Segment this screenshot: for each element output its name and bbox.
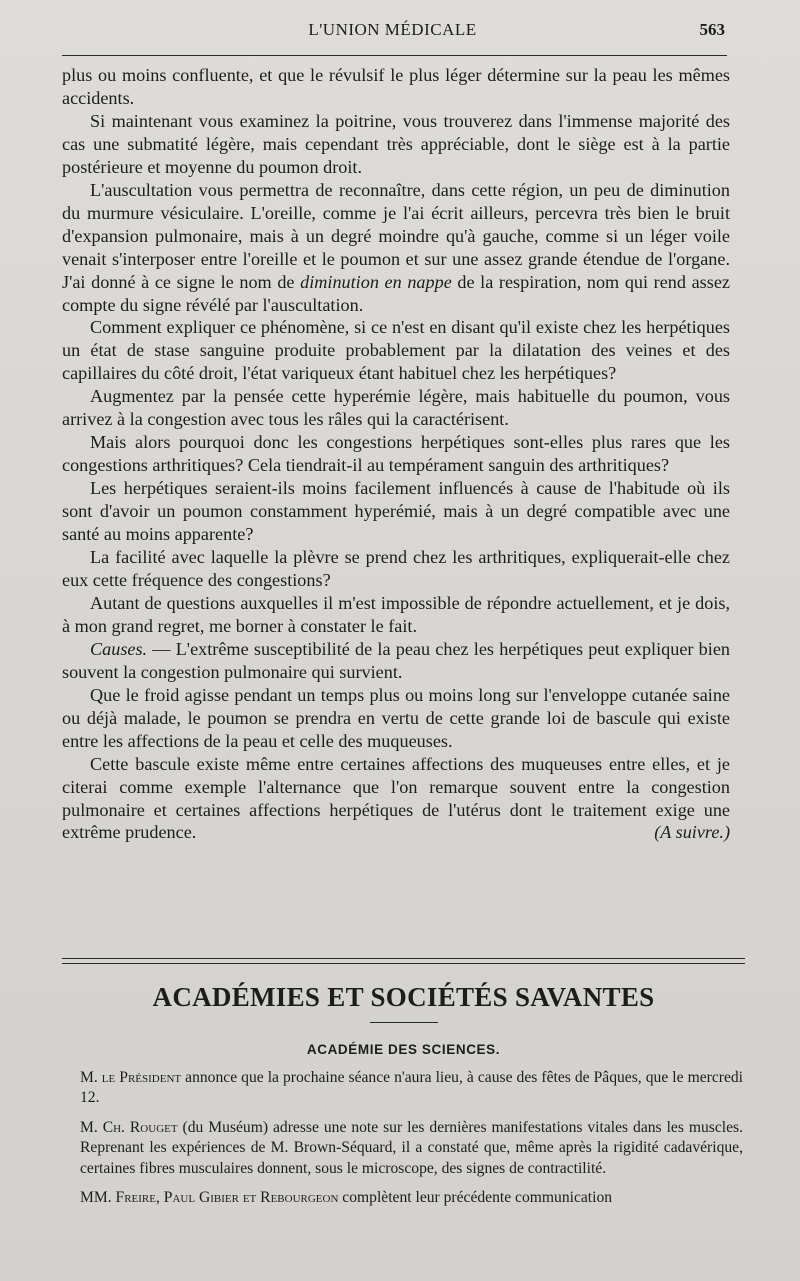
report-item-1-text: annonce que la prochaine séance n'aura lieu, à cause des fêtes de Pâques, que le mercredi 12.	[80, 1069, 743, 1107]
report-item-3-text: complètent leur précédente communication	[338, 1189, 613, 1207]
academy-report	[80, 1068, 743, 1217]
paragraph-4: Comment expliquer ce phénomène, si ce n'est en disant qu'il existe chez les herpétiques un état de stase sanguine produite probablement par la dilatation des veines et des capillaires du côté droit, l'état variqueux étant habituel chez les herpétiques?	[62, 317, 730, 384]
paragraph-3-italic: diminution en nappe	[300, 271, 452, 292]
section-rule-top	[62, 958, 745, 959]
running-header	[60, 20, 725, 46]
paragraph-12	[62, 753, 730, 845]
paragraph-6: Mais alors pourquoi donc les congestions herpétiques sont-elles plus rares que les congestions arthritiques? Cela tiendrait-il au tempérament sanguin des arthritiques?	[62, 432, 730, 476]
article-body	[62, 64, 730, 844]
report-item-2	[80, 1118, 743, 1179]
paragraph-11: Que le froid agisse pendant un temps plus ou moins long sur l'enveloppe cutanée saine ou déjà malade, le poumon se prendra en vertu de cette grande loi de bascule qui existe entre les affections de la peau et celle des muqueuses.	[62, 684, 730, 751]
section-title: ACADÉMIES ET SOCIÉTÉS SAVANTES	[152, 982, 655, 1012]
report-item-3	[80, 1188, 743, 1208]
paragraph-10	[62, 638, 730, 684]
paragraph-1: plus ou moins confluente, et que le révulsif le plus léger détermine sur la peau les mêmes accidents.	[62, 65, 730, 108]
causes-heading: Causes.	[90, 638, 148, 659]
paragraph-2: Si maintenant vous examinez la poitrine, vous trouverez dans l'immense majorité des cas une submatité légère, mais cependant très appréciable, dont le siège est à la partie postérieure et moyenne du poumon droit.	[62, 110, 730, 177]
report-item-1-lead: M. le Président	[80, 1069, 182, 1086]
paragraph-8: La facilité avec laquelle la plèvre se prend chez les arthritiques, expliquerait-elle chez eux cette fréquence des congestions?	[62, 547, 730, 590]
journal-title: L'UNION MÉDICALE	[308, 20, 477, 39]
paragraph-10-text: — L'extrême susceptibilité de la peau chez les herpétiques peut expliquer bien souvent la congestion pulmonaire qui survient.	[62, 638, 730, 682]
report-item-1	[80, 1068, 743, 1109]
paragraph-7: Les herpétiques seraient-ils moins facilement influencés à cause de l'habitude où ils sont d'avoir un poumon constamment hyperémié, mais à un degré compatible avec une santé au moins apparente?	[62, 478, 730, 545]
section-underline	[370, 1022, 438, 1023]
report-item-2-text: (du Muséum) adresse une note sur les dernières manifestations vitales dans les muscles. Reprenant les expériences de M. Brown-Séquard, il a constaté que, même après la rigidité cadavérique, certaines fibres musculaires donnent, sous le microscope, des signes de contractilité.	[80, 1118, 743, 1177]
header-rule	[62, 55, 727, 56]
subsection-title: ACADÉMIE DES SCIENCES.	[306, 1042, 501, 1057]
paragraph-12-text: Cette bascule existe même entre certaines affections des muqueuses entre elles, et je citerai comme exemple l'alternance que l'on remarque souvent entre la congestion pulmonaire et certaines affections herpétiques de l'utérus dont le traitement exige une extrême prudence.	[62, 753, 730, 843]
report-item-3-lead: MM. Freire, Paul Gibier et Rebourgeon	[80, 1189, 339, 1207]
paragraph-3-text-b: de la respiration, nom qui rend assez compte du signe révélé par l'auscultation.	[62, 271, 730, 315]
paragraph-5: Augmentez par la pensée cette hyperémie légère, mais habituelle du poumon, vous arrivez à la congestion avec tous les râles qui la caractérisent.	[62, 386, 730, 430]
page-number: 563	[699, 20, 725, 39]
paragraph-9: Autant de questions auxquelles il m'est impossible de répondre actuellement, et je dois, à mon grand regret, me borner à constater le fait.	[62, 592, 730, 636]
to-be-continued: (A suivre.)	[654, 822, 730, 843]
section-rule-bottom	[62, 963, 745, 964]
paragraph-3	[62, 179, 730, 317]
report-item-2-lead: M. Ch. Rouget	[80, 1118, 178, 1136]
paragraph-3-text-a: L'auscultation vous permettra de reconnaître, dans cette région, un peu de diminution du murmure vésiculaire. L'oreille, comme je l'ai écrit ailleurs, percevra très bien le bruit d'expansion pulmonaire, mais à un degré moindre qu'à gauche, comme si un léger voile venait s'interposer entre l'oreille et le poumon et sur une assez grande étendue de l'organe. J'ai donné à ce signe le nom de	[62, 179, 730, 292]
